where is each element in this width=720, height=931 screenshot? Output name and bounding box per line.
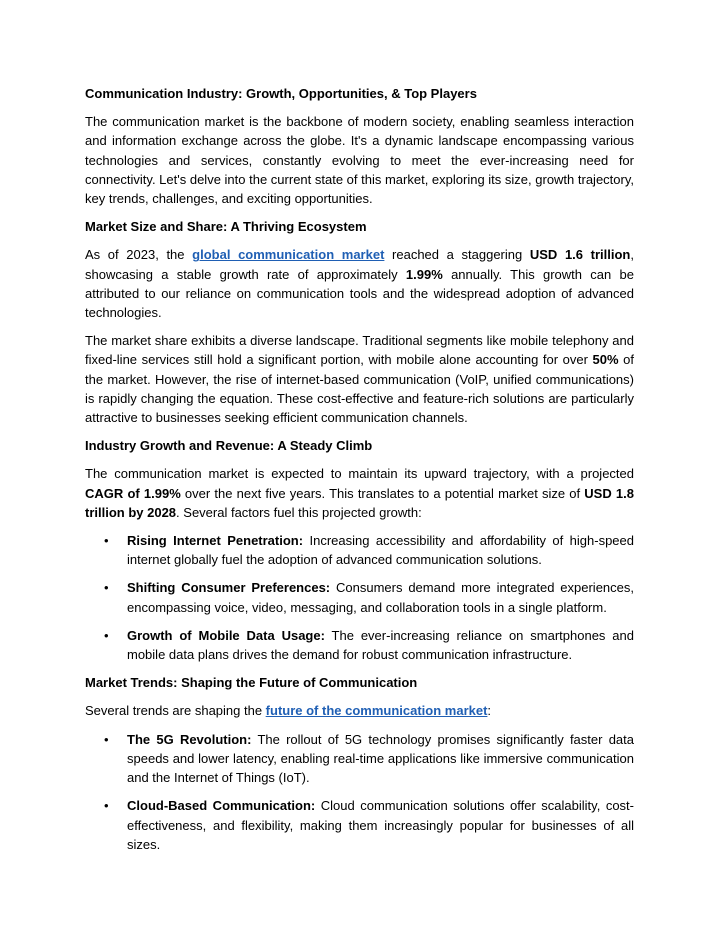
bullet-icon: • xyxy=(104,627,109,643)
market-size-paragraph-2: The market share exhibits a diverse landscape. Traditional segments like mobile telephony and fixed-line services still hold a significant portion, with mobile alone accounting for over 50% of the market. However, the rise of internet-based communication (VoIP, unified communications) is rapidly changing the equation. These cost-effective and feature-rich solutions are particularly attractive to businesses seeking efficient communication channels. xyxy=(85,333,634,426)
trends-heading: Market Trends: Shaping the Future of Communication xyxy=(85,675,418,691)
growth-heading: Industry Growth and Revenue: A Steady Climb xyxy=(85,438,373,454)
list-item: • Growth of Mobile Data Usage: The ever-increasing reliance on smartphones and mobile data plans drives the demand for robust communication infrastructure. xyxy=(104,627,634,663)
market-size-heading: Market Size and Share: A Thriving Ecosystem xyxy=(85,219,367,235)
bullet-icon: • xyxy=(104,533,109,549)
bullet-icon: • xyxy=(104,731,109,747)
trends-list xyxy=(85,730,634,854)
growth-paragraph: The communication market is expected to maintain its upward trajectory, with a projected CAGR of 1.99% over the next five years. This translates to a potential market size of USD 1.8 trillion by 2028. Several factors fuel this projected growth: xyxy=(85,466,634,520)
market-size-paragraph-1: As of 2023, the global communication market reached a staggering USD 1.6 trillion, showcasing a stable growth rate of approximately 1.99% annually. This growth can be attributed to our reliance on communication tools and the widespread adoption of advanced technologies. xyxy=(85,247,634,321)
list-item: • Shifting Consumer Preferences: Consumers demand more integrated experiences, encompassing voice, video, messaging, and collaboration tools in a single platform. xyxy=(104,580,634,615)
trends-paragraph: Several trends are shaping the future of the communication market: xyxy=(85,703,492,719)
list-item: • The 5G Revolution: The rollout of 5G technology promises significantly faster data speeds and lower latency, enabling real-time applications like immersive communication and the Internet of Things (IoT). xyxy=(104,731,635,786)
document-title: Communication Industry: Growth, Opportunities, & Top Players xyxy=(85,86,477,101)
list-item: • Rising Internet Penetration: Increasing accessibility and affordability of high-speed internet globally fuel the adoption of advanced communication solutions. xyxy=(104,533,635,568)
intro-paragraph: The communication market is the backbone of modern society, enabling seamless interaction and information exchange across the globe. It's a dynamic landscape encompassing various technologies and services, constantly evolving to meet the ever-increasing need for connectivity. Let's delve into the current state of this market, exploring its size, growth trajectory, key trends, challenges, and exciting opportunities. xyxy=(85,114,634,207)
future-communication-market-link[interactable]: future of the communication market xyxy=(265,703,488,719)
bullet-icon: • xyxy=(104,798,109,814)
bullet-icon: • xyxy=(104,580,109,596)
growth-factors-list xyxy=(85,531,634,664)
global-communication-market-link[interactable]: global communication market xyxy=(192,247,385,263)
list-item: • Cloud-Based Communication: Cloud communication solutions offer scalability, cost-effectiveness, and flexibility, making them increasingly popular for businesses of all sizes. xyxy=(104,798,634,852)
